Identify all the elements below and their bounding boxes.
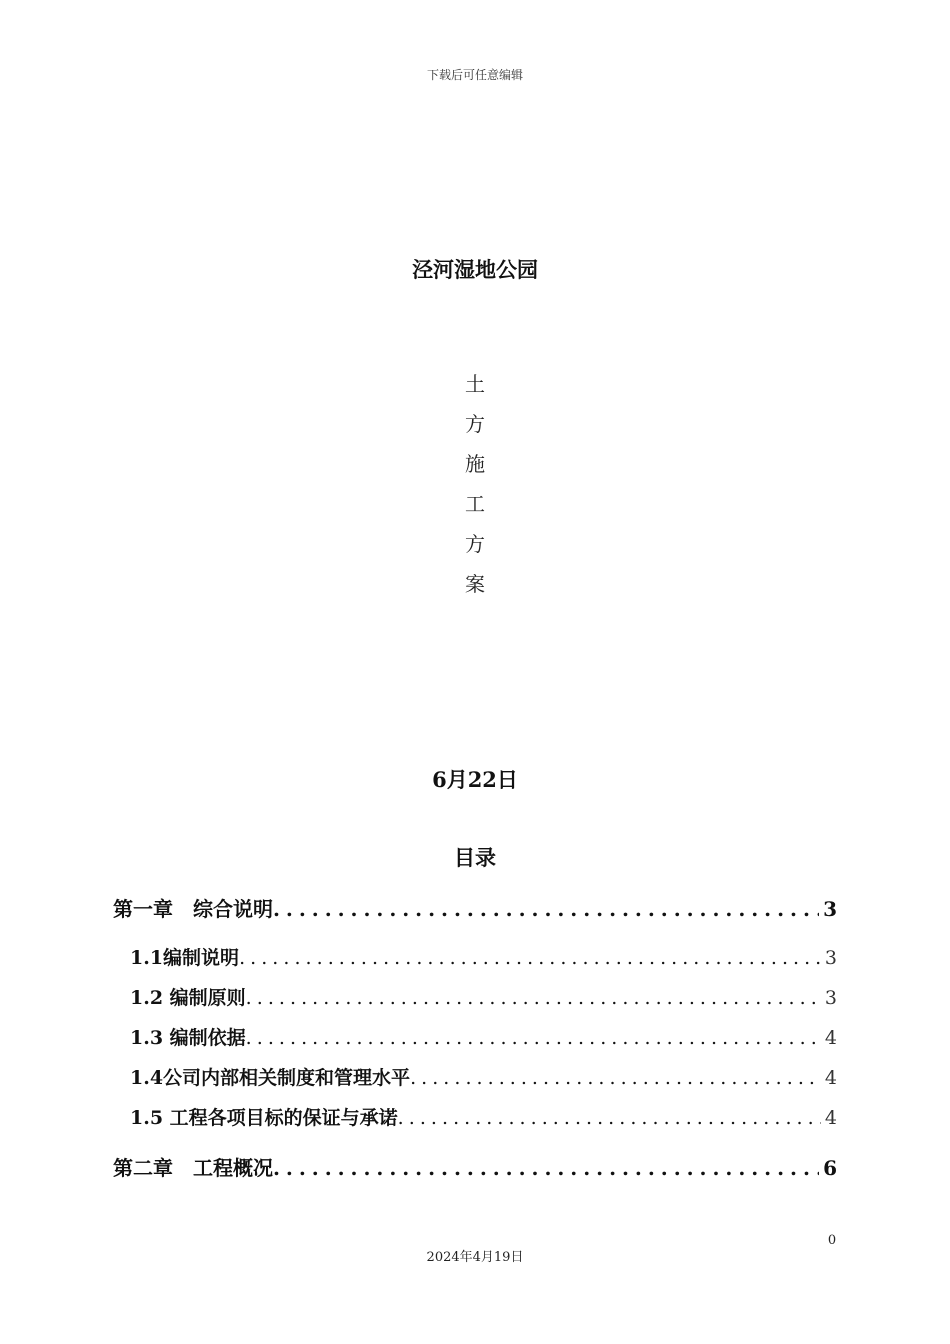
toc-page-number: 3	[824, 987, 837, 1009]
toc-entry-1-5[interactable]	[130, 1103, 837, 1133]
toc-heading: 目录	[454, 845, 496, 870]
vertical-title-char: 案	[465, 572, 485, 596]
vertical-title-char: 方	[465, 412, 485, 436]
toc-entry-chapter-1[interactable]	[113, 893, 837, 925]
toc-page-number: 4	[824, 1027, 837, 1049]
page-number: 0	[827, 1233, 837, 1248]
toc-leader-dots	[246, 987, 821, 1009]
toc-entry-chapter-2[interactable]	[113, 1152, 837, 1184]
toc-entry-label: 第二章 工程概况	[113, 1156, 273, 1180]
vertical-title-char: 土	[465, 372, 485, 396]
toc-leader-dots	[398, 1107, 821, 1129]
toc-leader-dots	[239, 947, 821, 969]
vertical-title-char: 工	[465, 492, 485, 516]
toc-entry-1-3[interactable]	[130, 1023, 837, 1053]
project-title: 泾河湿地公园	[412, 257, 538, 282]
toc-entry-label: 1.1编制说明	[130, 947, 240, 969]
toc-entry-label: 1.5 工程各项目标的保证与承诺	[130, 1107, 398, 1129]
toc-entry-label: 1.4公司内部相关制度和管理水平	[130, 1067, 411, 1089]
toc-leader-dots	[410, 1067, 821, 1089]
toc-page-number: 6	[823, 1156, 837, 1180]
toc-page-number: 4	[824, 1067, 837, 1089]
document-date: 6月22日	[432, 767, 518, 792]
toc-entry-label: 第一章 综合说明	[113, 897, 273, 921]
toc-entry-1-2[interactable]	[130, 983, 837, 1013]
page-footer-date: 2024年4月19日	[426, 1250, 524, 1265]
vertical-title-char: 方	[465, 532, 485, 556]
toc-leader-dots	[273, 897, 819, 921]
toc-leader-dots	[246, 1027, 821, 1049]
page-header: 下载后可任意编辑	[426, 68, 523, 82]
toc-entry-1-4[interactable]	[130, 1063, 837, 1093]
toc-page-number: 4	[824, 1107, 837, 1129]
toc-entry-label: 1.3 编制依据	[130, 1027, 246, 1049]
vertical-document-title	[0, 364, 950, 604]
toc-page-number: 3	[824, 947, 837, 969]
toc-page-number: 3	[823, 897, 837, 921]
toc-leader-dots	[273, 1156, 819, 1180]
vertical-title-char: 施	[465, 452, 485, 476]
toc-entry-label: 1.2 编制原则	[130, 987, 246, 1009]
toc-entry-1-1[interactable]	[130, 943, 837, 973]
